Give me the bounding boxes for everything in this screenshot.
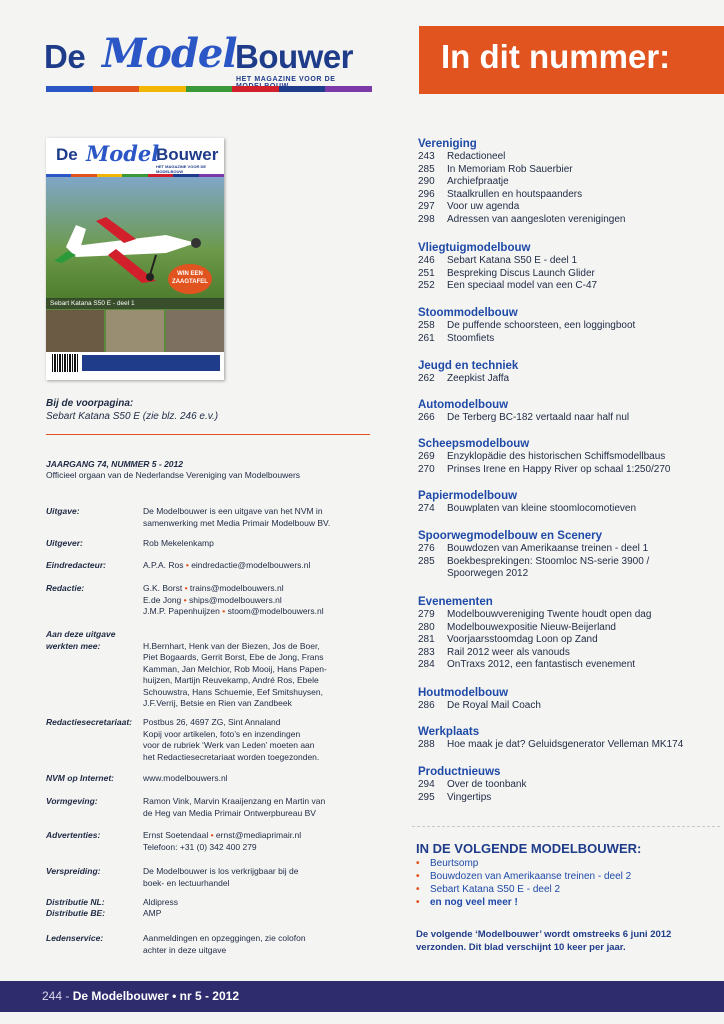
toc-category: Papiermodelbouw <box>418 490 518 502</box>
toc-item <box>418 556 718 581</box>
colophon-label: Eindredacteur: <box>46 560 106 570</box>
toc-item-title: De puffende schoorsteen, een loggingboot <box>447 320 636 331</box>
toc-item <box>418 164 718 177</box>
toc-page-number: 294 <box>418 779 435 790</box>
toc-item <box>418 268 718 281</box>
toc-page-number: 290 <box>418 176 435 187</box>
toc-item <box>418 451 718 464</box>
toc-item-title: Archiefpraatje <box>447 176 509 187</box>
footer-dash: - <box>65 989 70 1003</box>
toc-item <box>418 543 718 556</box>
toc-item-title: Bouwdozen van Amerikaanse treinen - deel 1 <box>447 543 649 554</box>
colophon-label: Redactie: <box>46 583 85 593</box>
toc-item <box>418 214 718 227</box>
toc-item-title: Modelbouwvereniging Twente houdt open dag <box>447 609 652 620</box>
toc-section <box>418 138 718 226</box>
badge-line-1: WIN EEN <box>177 271 203 277</box>
color-bar-segment <box>93 86 140 92</box>
toc-item <box>418 176 718 189</box>
toc-category: Spoorwegmodelbouw en Scenery <box>418 530 603 542</box>
next-issue-item: • en nog veel meer ! <box>416 897 518 908</box>
next-issue-note: De volgende ‘Modelbouwer’ wordt omstreeks 6 juni 2012 verzonden. Dit blad verschijnt 10 keer per jaar. <box>416 929 672 953</box>
toc-item-title: De Royal Mail Coach <box>447 700 541 711</box>
color-bar-segment <box>325 86 372 92</box>
colophon-value: Rob Mekelenkamp <box>143 538 214 548</box>
toc-category: Jeugd en techniek <box>418 360 519 372</box>
toc-page-number: 281 <box>418 634 435 645</box>
toc-item-title: Sebart Katana S50 E - deel 1 <box>447 255 578 266</box>
colophon-value: Aldipress <box>143 897 178 907</box>
colophon-label: Uitgever: <box>46 538 83 548</box>
toc-item <box>418 634 718 647</box>
toc-item-title: Stoomfiets <box>447 332 495 344</box>
colophon-label: NVM op Internet: <box>46 773 114 783</box>
color-bar-segment <box>46 86 93 92</box>
toc-item-title: De Terberg BC-182 vertaald naar half nul <box>447 412 630 423</box>
banner-title: In dit nummer: <box>441 38 671 75</box>
toc-item-title: Boekbesprekingen: Stoomloc NS-serie 3900 / Spoorwegen 2012 <box>447 555 650 579</box>
toc-category: Vereniging <box>418 138 477 150</box>
toc-item <box>418 739 718 752</box>
toc-page-number: 297 <box>418 201 435 212</box>
toc-page-number: 270 <box>418 463 435 475</box>
toc-category: Automodelbouw <box>418 399 509 411</box>
toc-category: Evenementen <box>418 596 493 608</box>
colophon-value: Aanmeldingen en opzeggingen, zie colofon achter in deze uitgave <box>143 933 306 955</box>
footer-magazine-name: De Modelbouwer <box>72 989 169 1003</box>
toc-item-title: In Memoriam Rob Sauerbier <box>447 163 573 175</box>
toc-category: Werkplaats <box>418 726 480 738</box>
toc-item <box>418 464 718 477</box>
logo-model: Model <box>102 30 237 77</box>
cover-photo-small-2 <box>106 310 164 352</box>
toc-item <box>418 779 718 792</box>
toc-section <box>418 726 718 752</box>
toc-category: Vliegtuigmodelbouw <box>418 242 531 254</box>
colophon-label: Distributie BE: <box>46 908 106 918</box>
magazine-logo <box>44 32 374 94</box>
toc-page-number: 279 <box>418 609 435 620</box>
toc-page-number: 284 <box>418 659 435 670</box>
toc-item-title: Voor uw agenda <box>447 201 520 212</box>
colophon-label: Vormgeving: <box>46 796 98 806</box>
toc-section <box>418 596 718 672</box>
toc-item <box>418 280 718 293</box>
colophon-value: A.P.A. Ros • eindredactie@modelbouwers.nl <box>143 560 311 570</box>
footer-bullet: • <box>172 989 177 1003</box>
cover-win-badge <box>168 264 212 294</box>
color-bar-segment <box>279 86 326 92</box>
footer-text <box>42 989 239 1003</box>
footer-issue: nr 5 - 2012 <box>179 989 239 1003</box>
cover-footer-bar <box>82 355 220 371</box>
toc-page-number: 269 <box>418 451 435 462</box>
color-bar-segment <box>139 86 186 92</box>
toc-page-number: 251 <box>418 267 435 279</box>
logo-color-bar <box>46 86 372 92</box>
colophon-label: Uitgave: <box>46 506 80 516</box>
toc-category: Productnieuws <box>418 766 501 778</box>
toc-page-number: 296 <box>418 188 435 200</box>
colophon-value: Ernst Soetendaal • ernst@mediaprimair.nl Telefoon: +31 (0) 342 400 279 <box>143 830 302 852</box>
toc-section <box>418 766 718 804</box>
toc-page-number: 261 <box>418 332 435 344</box>
bullet-icon: • <box>416 884 420 895</box>
toc-page-number: 252 <box>418 280 435 291</box>
toc-section <box>418 687 718 713</box>
logo-bouwer: Bouwer <box>235 38 354 75</box>
colophon-label: Redactiesecretariaat: <box>46 717 132 727</box>
toc-page-number: 246 <box>418 255 435 266</box>
colophon-label: Aan deze uitgave werkten mee: <box>46 629 116 651</box>
cover-logo-model: Model <box>86 141 160 166</box>
next-issue-item: • Sebart Katana S50 E - deel 2 <box>416 884 561 895</box>
colophon-value: AMP <box>143 908 162 918</box>
toc-section <box>418 438 718 476</box>
toc-category: Scheepsmodelbouw <box>418 438 530 450</box>
toc-item <box>418 189 718 202</box>
toc-page-number: 274 <box>418 503 435 514</box>
toc-item <box>418 151 718 164</box>
cover-caption <box>46 397 218 423</box>
header-banner <box>419 26 724 94</box>
toc-item-title: Staalkrullen en houtspaanders <box>447 188 583 200</box>
toc-item-title: Modelbouwexpositie Nieuw-Beijerland <box>447 621 616 633</box>
toc-page-number: 280 <box>418 621 435 633</box>
barcode-icon <box>52 354 78 372</box>
cover-caption-label: Bij de voorpagina: <box>46 398 134 409</box>
toc-item <box>418 792 718 805</box>
toc-item <box>418 700 718 713</box>
toc-item <box>418 503 718 516</box>
toc-item-title: Bouwplaten van kleine stoomlocomotieven <box>447 503 636 514</box>
toc-page-number: 295 <box>418 791 435 803</box>
toc-page-number: 243 <box>418 151 435 162</box>
toc-item-title: Adressen van aangesloten verenigingen <box>447 213 626 225</box>
toc-section <box>418 530 718 581</box>
colophon-label: Ledenservice: <box>46 933 104 943</box>
toc-page-number: 285 <box>418 163 435 175</box>
toc-page-number: 262 <box>418 373 435 384</box>
toc-item-title: Prinses Irene en Happy River op schaal 1:250/270 <box>447 463 671 475</box>
badge-line-2: ZAAGTAFEL <box>172 279 208 285</box>
toc-category: Houtmodelbouw <box>418 687 509 699</box>
toc-category: Stoommodelbouw <box>418 307 518 319</box>
toc-page-number: 286 <box>418 700 435 711</box>
cover-photo-small-1 <box>46 310 104 352</box>
toc-item <box>418 201 718 214</box>
toc-item-title: Vingertips <box>447 791 492 803</box>
toc-item-title: Enzyklopädie des historischen Schiffsmodellbaus <box>447 451 666 462</box>
toc-item <box>418 412 718 425</box>
toc-item-title: Een speciaal model van een C-47 <box>447 280 598 291</box>
toc-item <box>418 659 718 672</box>
cover-caption-strip: Sebart Katana S50 E - deel 1 <box>46 298 224 309</box>
toc-section <box>418 490 718 516</box>
toc-section <box>418 399 718 425</box>
colophon-label: Verspreiding: <box>46 866 101 876</box>
toc-item-title: Over de toonbank <box>447 779 527 790</box>
toc-item <box>418 373 718 386</box>
colophon-value: H.Bernhart, Henk van der Biezen, Jos de Boer, Piet Bogaards, Gerrit Borst, Ebe de Jong, Frans Kamman, Jan Melchior, Rob Mooij, Hans Papen- huijzen, Martijn Reuvekamp, André Ros, Ebele Schouwstra, Hans Schuemie, Eef Smitshuysen, J.F.Verrij, Betsie en Rien van Zandbeek <box>143 640 327 708</box>
cover-caption-text: Sebart Katana S50 E (zie blz. 246 e.v.) <box>46 411 219 422</box>
footer-page-number: 244 <box>42 989 63 1003</box>
toc-page-number: 288 <box>418 739 435 750</box>
colophon-value: De Modelbouwer is los verkrijgbaar bij de boek- en lectuurhandel <box>143 866 299 888</box>
toc-item-title: Zeepkist Jaffa <box>447 373 510 384</box>
colophon-value: Ramon Vink, Marvin Kraaijenzang en Martin van de Heg van Media Primair Ontwerpbureau BV <box>143 796 326 818</box>
colophon-value: De Modelbouwer is een uitgave van het NVM in samenwerking met Media Primair Modelbouw BV. <box>143 506 331 528</box>
next-issue-list <box>416 857 631 909</box>
toc-page-number: 283 <box>418 646 435 658</box>
page-footer <box>0 981 724 1012</box>
toc-item-title: Rail 2012 weer als vanouds <box>447 646 570 658</box>
toc-page-number: 266 <box>418 412 435 423</box>
toc-item-title: Redactioneel <box>447 151 506 162</box>
toc-page-number: 258 <box>418 320 435 331</box>
bullet-icon: • <box>416 897 420 908</box>
divider <box>46 434 370 435</box>
toc-item-title: OnTraxs 2012, een fantastisch evenement <box>447 659 636 670</box>
toc-item <box>418 333 718 346</box>
toc-item <box>418 255 718 268</box>
orgaan-line: Officieel orgaan van de Nederlandse Vereniging van Modelbouwers <box>46 470 301 480</box>
toc-page-number: 285 <box>418 555 435 567</box>
color-bar-segment <box>186 86 233 92</box>
bullet-icon: • <box>416 858 420 869</box>
toc-item <box>418 647 718 660</box>
next-issue-item: • Beurtsomp <box>416 858 479 869</box>
bullet-icon: • <box>416 871 420 882</box>
cover-masthead <box>46 138 224 174</box>
logo-tagline: HET MAGAZINE VOOR DE <box>236 76 336 83</box>
colophon-label: Advertenties: <box>46 830 101 840</box>
jaargang-line: JAARGANG 74, NUMMER 5 - 2012 <box>46 459 183 469</box>
colophon-value: G.K. Borst • trains@modelbouwers.nl E.de Jong • ships@modelbouwers.nl J.M.P. Papenhuijzen • stoom@modelbouwers.nl <box>143 583 324 616</box>
color-bar-segment <box>232 86 279 92</box>
cover-logo-de: De <box>56 145 78 164</box>
toc-item-title: Bespreking Discus Launch Glider <box>447 267 595 279</box>
next-issue-item: • Bouwdozen van Amerikaanse treinen - deel 2 <box>416 871 632 882</box>
logo-de: De <box>44 38 86 75</box>
toc-item-title: Voorjaarsstoomdag Loon op Zand <box>447 634 598 645</box>
cover-logo-bouwer: Bouwer <box>156 145 219 164</box>
toc-page-number: 298 <box>418 213 435 225</box>
colophon-label: Distributie NL: <box>46 897 105 907</box>
toc-page-number: 276 <box>418 543 435 554</box>
toc-item <box>418 320 718 333</box>
colophon-value: www.modelbouwers.nl <box>143 773 228 783</box>
colophon-value: Postbus 26, 4697 ZG, Sint Annaland Kopij voor artikelen, foto’s en inzendingen voor de rubriek ‘Werk van Leden’ moeten aan het Redactiesecretariaat worden toegezonden. <box>143 717 320 762</box>
cover-tagline: HET MAGAZINE VOOR DE MODELBOUW <box>156 164 207 174</box>
toc-item <box>418 609 718 622</box>
toc-section <box>418 360 718 386</box>
toc-item <box>418 622 718 635</box>
cover-photo-small-3 <box>166 310 224 352</box>
next-issue-divider <box>412 826 720 828</box>
toc-section <box>418 242 718 293</box>
toc-section <box>418 307 718 345</box>
next-issue-title: IN DE VOLGENDE MODELBOUWER: <box>416 841 642 856</box>
toc-item-title: Hoe maak je dat? Geluidsgenerator Velleman MK174 <box>447 739 684 750</box>
cover-thumbnail <box>46 138 224 380</box>
